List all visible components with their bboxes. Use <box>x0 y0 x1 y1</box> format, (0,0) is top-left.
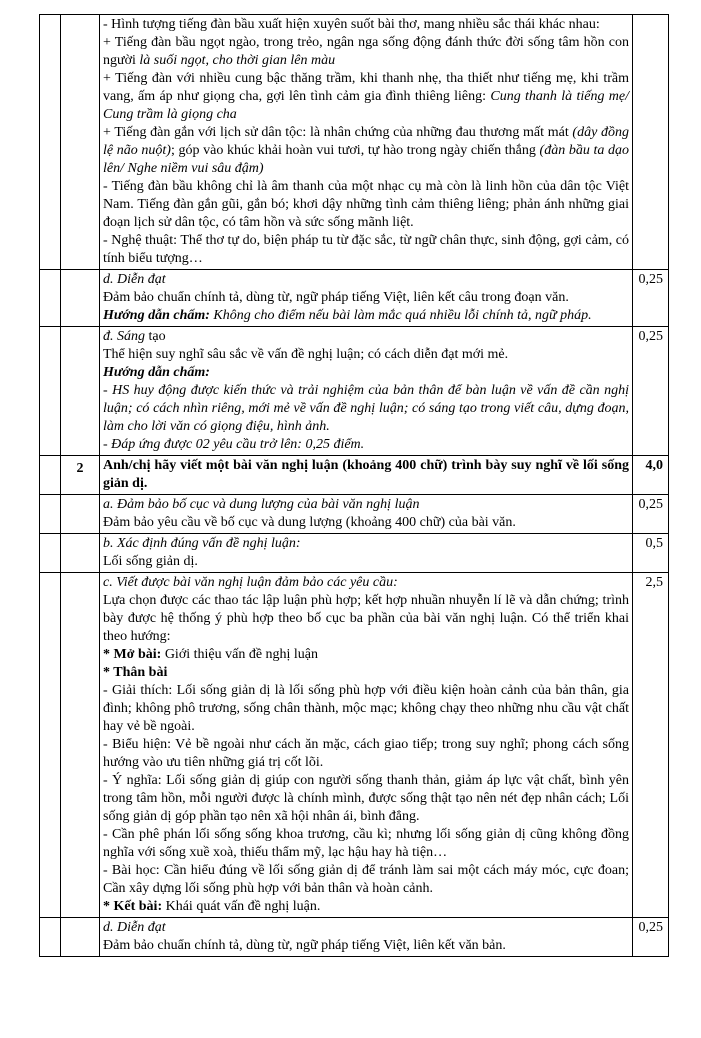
question-number-cell <box>61 15 100 270</box>
section-cell <box>40 495 61 534</box>
criteria-line <box>103 574 629 592</box>
text-run: (đàn bầu ta dạo lên/ Nghe niềm vui sâu đậm) <box>103 143 629 176</box>
criteria-line <box>103 346 629 364</box>
criteria-cell <box>100 495 633 534</box>
text-run: - Bài học: Cần hiểu đúng về lối sống giản dị để tránh làm sai một cách máy móc, cực đoan; Cần xây dựng lối sống phù hợp với bản thân và hoàn cảnh. <box>103 863 629 896</box>
section-cell <box>40 456 61 495</box>
table-row <box>40 456 669 495</box>
question-number-cell <box>61 918 100 957</box>
text-run: Lối sống giản dị. <box>103 554 198 569</box>
score-cell: 2,5 <box>633 573 669 918</box>
criteria-cell <box>100 270 633 327</box>
text-run: Cung thanh là tiếng mẹ/ Cung trầm là giọng cha <box>103 89 629 122</box>
question-number-cell <box>61 573 100 918</box>
criteria-line <box>103 736 629 772</box>
text-run: Lựa chọn được các thao tác lập luận phù hợp; kết hợp nhuần nhuyễn lí lẽ và dẫn chứng; trình bày được hệ thống ý phù hợp theo bố cục ba phần của bài văn nghị luận. Có thể triển khai theo hướng: <box>103 593 629 644</box>
criteria-line <box>103 178 629 232</box>
text-run: Thể hiện suy nghĩ sâu sắc về vấn đề nghị luận; có cách diễn đạt mới mẻ. <box>103 347 509 362</box>
criteria-line <box>103 514 629 532</box>
text-run: ; góp vào khúc khải hoàn vui tươi, tự hào trong ngày chiến thắng <box>170 143 540 158</box>
text-run: Giới thiệu vấn đề nghị luận <box>161 647 319 662</box>
score-cell: 0,25 <box>633 327 669 456</box>
table-row <box>40 534 669 573</box>
criteria-line <box>103 592 629 646</box>
criteria-line <box>103 34 629 70</box>
section-cell <box>40 327 61 456</box>
table-row <box>40 327 669 456</box>
criteria-line <box>103 646 629 664</box>
score-cell: 4,0 <box>633 456 669 495</box>
text-run: + Tiếng đàn gắn với lịch sử dân tộc: là nhân chứng của những đau thương mất mát <box>103 125 573 140</box>
grading-table <box>39 14 669 957</box>
text-run: Đảm bảo yêu cầu về bố cục và dung lượng (khoảng 400 chữ) của bài văn. <box>103 515 516 530</box>
criteria-cell <box>100 327 633 456</box>
criteria-line <box>103 457 629 493</box>
criteria-line <box>103 328 629 346</box>
criteria-line <box>103 553 629 571</box>
criteria-line <box>103 919 629 937</box>
text-run: - Cần phê phán lối sống sống khoa trương, cầu kì; nhưng lối sống giản dị cũng không đồng nghĩa với sống xuề xoà, thiếu thẩm mỹ, lạc hậu hay hà tiện… <box>103 827 629 860</box>
text-run: Khái quát vấn đề nghị luận. <box>162 899 321 914</box>
question-number-cell <box>61 327 100 456</box>
text-run: d. Diễn đạt <box>103 272 166 287</box>
score-cell: 0,25 <box>633 918 669 957</box>
text-run: c. Viết được bài văn nghị luận đảm bảo các yêu cầu: <box>103 575 398 590</box>
criteria-line <box>103 382 629 436</box>
criteria-cell <box>100 534 633 573</box>
question-number-cell <box>61 270 100 327</box>
text-run: + Tiếng đàn bầu ngọt ngào, trong trẻo, ngân nga sống động đánh thức đời sống tâm hồn con người <box>103 35 629 68</box>
criteria-line <box>103 664 629 682</box>
text-run: là suối ngọt, cho thời gian lên màu <box>139 53 336 68</box>
criteria-cell <box>100 573 633 918</box>
criteria-line <box>103 772 629 826</box>
text-run: - Tiếng đàn bầu không chỉ là âm thanh của một nhạc cụ mà còn là linh hồn của dân tộc Việt Nam. Tiếng đàn gắn gũi, gắn bó; khơi dậy những tình cảm thiêng liêng; phản ánh những giai đoạn lịch sử dân tộc, có tâm hồn và sức sống mãnh liệt. <box>103 179 629 230</box>
table-row <box>40 15 669 270</box>
text-run: b. Xác định đúng vấn đề nghị luận: <box>103 536 301 551</box>
criteria-cell <box>100 15 633 270</box>
criteria-line <box>103 364 629 382</box>
criteria-line <box>103 271 629 289</box>
table-row <box>40 918 669 957</box>
table-row <box>40 495 669 534</box>
text-run: đ. Sáng <box>103 329 145 344</box>
section-cell <box>40 573 61 918</box>
text-run: - Giải thích: Lối sống giản dị là lối sống phù hợp với điều kiện hoàn cảnh của bản thân, gia đình; không phô trương, sống chân thành, mộc mạc; không chạy theo những nhu cầu vật chất hay vẻ bề ngoài. <box>103 683 629 734</box>
text-run: tạo <box>145 329 166 344</box>
criteria-line <box>103 232 629 268</box>
text-run: + Tiếng đàn với nhiều cung bậc thăng trầm, khi thanh nhẹ, tha thiết như tiếng mẹ, khi trầm vang, ấm áp như giọng cha, gợi lên tình cảm gia đình thiêng liêng: <box>103 71 629 104</box>
score-cell: 0,25 <box>633 270 669 327</box>
criteria-line <box>103 682 629 736</box>
criteria-line <box>103 124 629 178</box>
criteria-line <box>103 496 629 514</box>
question-number-cell <box>61 534 100 573</box>
text-run: (dây đồng lệ não nuột) <box>103 125 629 158</box>
section-cell <box>40 15 61 270</box>
criteria-line <box>103 862 629 898</box>
text-run: d. Diễn đạt <box>103 920 166 935</box>
text-run: - Ý nghĩa: Lối sống giản dị giúp con người sống thanh thản, giảm áp lực vật chất, bình yên trong tâm hồn, mỗi người được là chính mình, được sống thật tạo nên nét đẹp nhân cách; Lối sống giản dị góp phần tạo nên xã hội nhân ái, bình đẳng. <box>103 773 629 824</box>
criteria-line <box>103 436 629 454</box>
criteria-line <box>103 289 629 307</box>
text-run: Đảm bảo chuẩn chính tả, dùng từ, ngữ pháp tiếng Việt, liên kết câu trong đoạn văn. <box>103 290 569 305</box>
criteria-cell <box>100 456 633 495</box>
score-cell <box>633 15 669 270</box>
text-run: - Hình tượng tiếng đàn bầu xuất hiện xuyên suốt bài thơ, mang nhiều sắc thái khác nhau: <box>103 17 600 32</box>
criteria-line <box>103 307 629 325</box>
text-run: a. Đảm bảo bố cục và dung lượng của bài văn nghị luận <box>103 497 420 512</box>
text-run: Không cho điểm nếu bài làm mắc quá nhiều lỗi chính tả, ngữ pháp. <box>209 308 592 323</box>
score-cell: 0,25 <box>633 495 669 534</box>
criteria-line <box>103 70 629 124</box>
section-cell <box>40 918 61 957</box>
text-run: * Thân bài <box>103 665 168 680</box>
text-run: - Đáp ứng được 02 yêu cầu trở lên: 0,25 điểm. <box>103 437 365 452</box>
text-run: Hướng dẫn chấm: <box>103 365 210 380</box>
section-cell <box>40 534 61 573</box>
table-row <box>40 270 669 327</box>
criteria-line <box>103 535 629 553</box>
criteria-line <box>103 16 629 34</box>
question-number-cell: 2 <box>61 456 100 495</box>
text-run: Đảm bảo chuẩn chính tả, dùng từ, ngữ pháp tiếng Việt, liên kết văn bản. <box>103 938 506 953</box>
text-run: Anh/chị hãy viết một bài văn nghị luận (khoảng 400 chữ) trình bày suy nghĩ về lối sống giản dị. <box>103 458 629 491</box>
text-run: - Nghệ thuật: Thể thơ tự do, biện pháp tu từ đặc sắc, từ ngữ chân thực, sinh động, gợi cảm, có tính biểu tượng… <box>103 233 629 266</box>
criteria-line <box>103 898 629 916</box>
criteria-line <box>103 826 629 862</box>
question-number-cell <box>61 495 100 534</box>
text-run: - HS huy động được kiến thức và trải nghiệm của bản thân để bàn luận về vấn đề cần nghị luận; có cách nhìn riêng, mới mẻ về vấn đề nghị luận; có sáng tạo trong viết câu, dựng đoạn, làm cho lời văn có giọng điệu, hình ảnh. <box>103 383 629 434</box>
text-run: - Biểu hiện: Vẻ bề ngoài như cách ăn mặc, cách giao tiếp; trong suy nghĩ; phong cách sống hướng vào ưu tiên những giá trị cốt lõi. <box>103 737 629 770</box>
table-row <box>40 573 669 918</box>
grading-table-body <box>40 15 669 957</box>
text-run: * Mở bài: <box>103 647 162 662</box>
text-run: Hướng dẫn chấm: <box>103 308 210 323</box>
score-cell: 0,5 <box>633 534 669 573</box>
criteria-line <box>103 937 629 955</box>
criteria-cell <box>100 918 633 957</box>
section-cell <box>40 270 61 327</box>
text-run: * Kết bài: <box>103 899 163 914</box>
